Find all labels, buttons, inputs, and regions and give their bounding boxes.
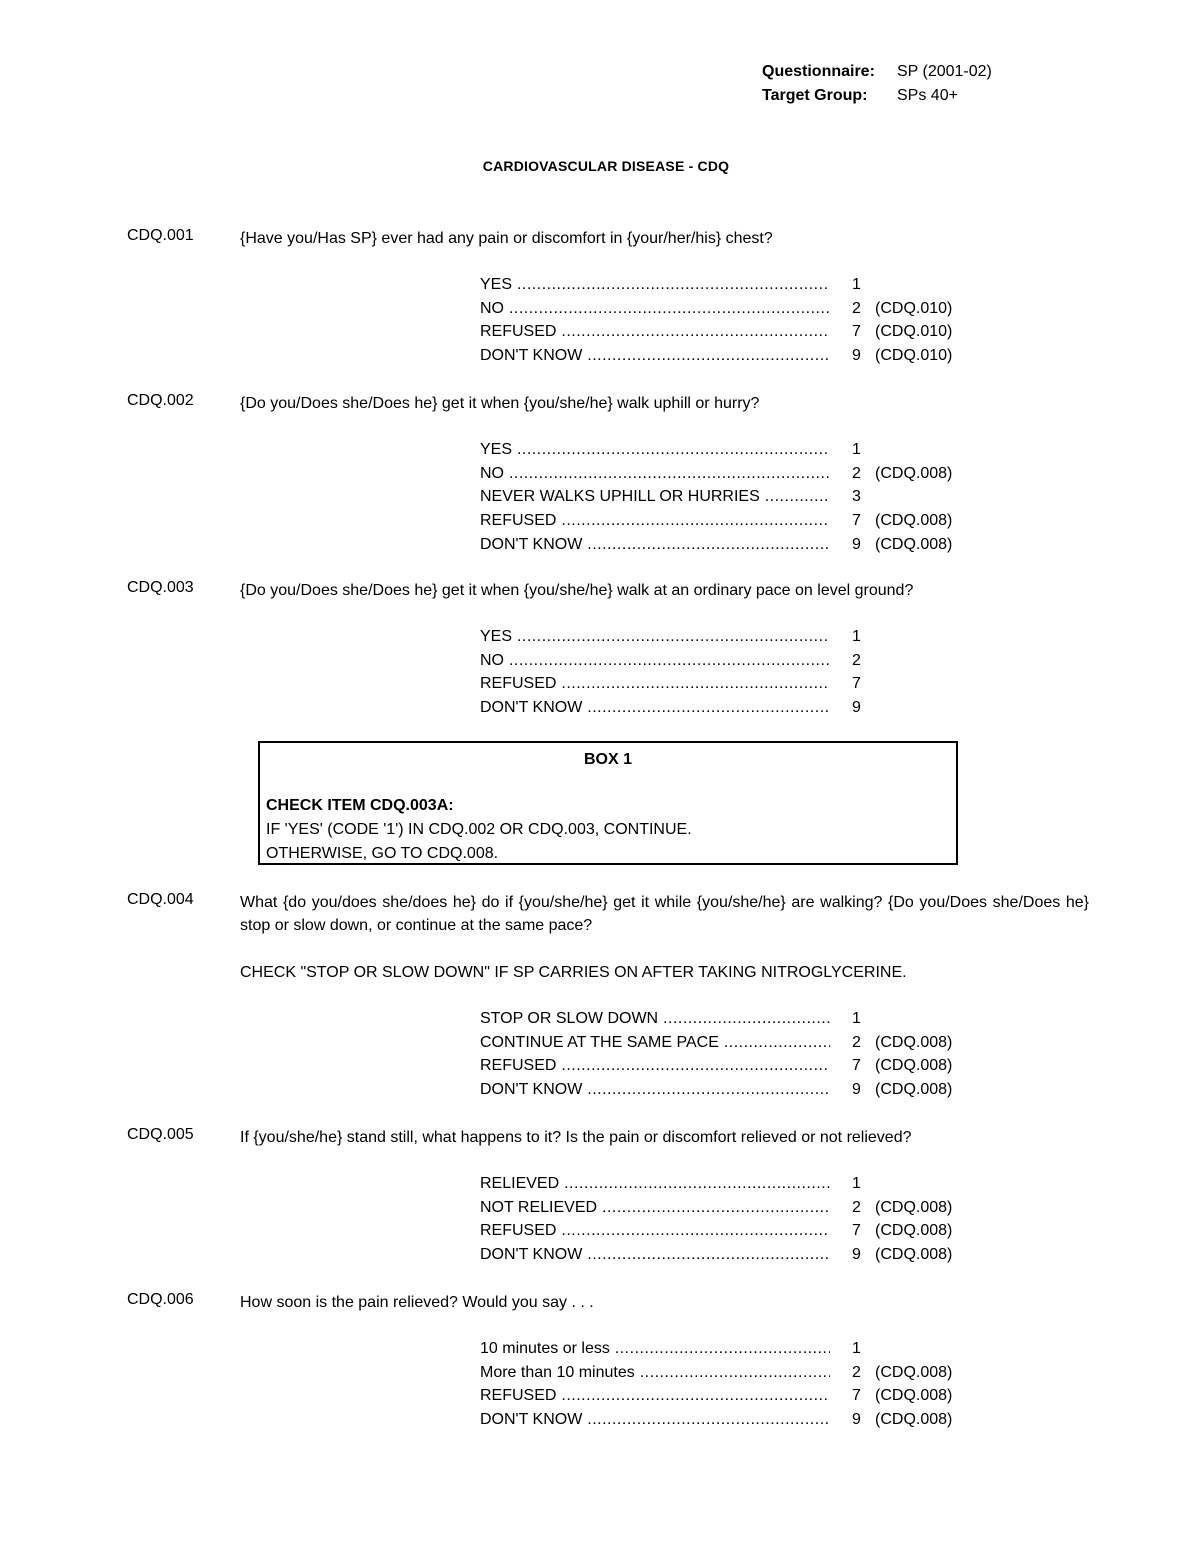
question-cdq-002	[127, 392, 1089, 556]
question-id: CDQ.005	[127, 1126, 194, 1143]
question-cdq-004	[127, 891, 1089, 1102]
option-label: STOP OR SLOW DOWN .....	[480, 1007, 830, 1031]
option-skip: (CDQ.008)	[875, 1246, 953, 1264]
box-body	[266, 794, 956, 866]
answer-options	[480, 1337, 1089, 1432]
answer-option	[480, 297, 1089, 321]
question-text: What {do you/does she/does he} do if {you/she/he} get it while {you/she/he} are walking? {Do you/Does she/Does he} stop or slow down, or continue at the same pace?	[240, 894, 1089, 934]
option-skip: (CDQ.008)	[875, 1081, 953, 1099]
answer-option	[480, 1196, 1089, 1220]
answer-option	[480, 696, 1089, 720]
answer-options	[480, 438, 1089, 556]
answer-option	[480, 273, 1089, 297]
answer-option	[480, 1172, 1089, 1196]
question-id: CDQ.006	[127, 1291, 194, 1308]
option-label: REFUSED .....	[480, 509, 830, 533]
option-skip: (CDQ.010)	[875, 347, 953, 365]
option-skip: (CDQ.008)	[875, 535, 953, 553]
answer-option	[480, 1384, 1089, 1408]
option-skip: (CDQ.008)	[875, 512, 953, 530]
answer-option	[480, 1054, 1089, 1078]
option-label: NO .....	[480, 297, 830, 321]
option-label: CONTINUE AT THE SAME PACE .....	[480, 1031, 830, 1055]
answer-option	[480, 1007, 1089, 1031]
answer-options	[480, 1007, 1089, 1102]
answer-option	[480, 625, 1089, 649]
option-code: 2	[852, 1033, 861, 1051]
answer-options	[480, 625, 1089, 720]
option-label: REFUSED .....	[480, 1219, 830, 1243]
answer-options	[480, 1172, 1089, 1267]
question-text: {Do you/Does she/Does he} get it when {you/she/he} walk at an ordinary pace on level ground?	[240, 582, 914, 599]
option-label: NO .....	[480, 649, 830, 673]
option-label: DON'T KNOW .....	[480, 1243, 830, 1267]
option-code: 7	[852, 1222, 861, 1240]
section-title: CARDIOVASCULAR DISEASE - CDQ	[482, 158, 730, 174]
box-title: BOX 1	[583, 751, 632, 768]
document-header	[762, 60, 992, 108]
answer-option	[480, 1078, 1089, 1102]
question-id: CDQ.002	[127, 392, 194, 409]
option-code: 9	[852, 347, 861, 365]
interviewer-instruction: CHECK "STOP OR SLOW DOWN" IF SP CARRIES ON AFTER TAKING NITROGLYCERINE.	[240, 964, 907, 981]
answer-option	[480, 1337, 1089, 1361]
option-code: 2	[852, 1198, 861, 1216]
question-cdq-005	[127, 1126, 1089, 1267]
option-skip: (CDQ.008)	[875, 1222, 953, 1240]
option-code: 9	[852, 1246, 861, 1264]
question-id: CDQ.003	[127, 579, 194, 596]
option-label: YES .....	[480, 273, 830, 297]
check-item-label: CHECK ITEM CDQ.003A:	[266, 797, 454, 814]
option-code: 2	[852, 464, 861, 482]
option-label: RELIEVED .....	[480, 1172, 830, 1196]
answer-option	[480, 462, 1089, 486]
option-label: More than 10 minutes .....	[480, 1361, 830, 1385]
option-skip: (CDQ.008)	[875, 1363, 953, 1381]
answer-option	[480, 438, 1089, 462]
answer-options	[480, 273, 1089, 368]
option-label: REFUSED .....	[480, 1384, 830, 1408]
option-code: 7	[852, 675, 861, 693]
answer-option	[480, 485, 1089, 509]
option-code: 7	[852, 1387, 861, 1405]
option-code: 9	[852, 699, 861, 717]
option-label: DON'T KNOW .....	[480, 533, 830, 557]
option-code: 9	[852, 1081, 861, 1099]
answer-option	[480, 1219, 1089, 1243]
option-skip: (CDQ.008)	[875, 464, 953, 482]
question-text: If {you/she/he} stand still, what happens to it? Is the pain or discomfort relieved or not relieved?	[240, 1129, 912, 1146]
question-text: {Do you/Does she/Does he} get it when {you/she/he} walk uphill or hurry?	[240, 395, 760, 412]
answer-option	[480, 672, 1089, 696]
target-group-row	[762, 84, 992, 108]
option-label: REFUSED .....	[480, 1054, 830, 1078]
option-label: NO .....	[480, 462, 830, 486]
questionnaire-label: Questionnaire:	[762, 63, 875, 80]
answer-option	[480, 509, 1089, 533]
option-label: DON'T KNOW .....	[480, 696, 830, 720]
target-group-value: SPs 40+	[897, 87, 958, 104]
option-skip: (CDQ.008)	[875, 1198, 953, 1216]
option-code: 1	[852, 628, 861, 645]
answer-option	[480, 533, 1089, 557]
target-group-label: Target Group:	[762, 87, 868, 104]
answer-option	[480, 1361, 1089, 1385]
option-code: 9	[852, 1411, 861, 1429]
option-code: 1	[852, 1010, 861, 1027]
option-code: 1	[852, 276, 861, 293]
question-cdq-003	[127, 579, 1089, 720]
option-code: 2	[852, 651, 861, 669]
option-label: 10 minutes or less .....	[480, 1337, 830, 1361]
option-label: DON'T KNOW .....	[480, 1078, 830, 1102]
option-code: 2	[852, 1363, 861, 1381]
question-cdq-001	[127, 227, 1089, 368]
answer-option	[480, 649, 1089, 673]
answer-option	[480, 344, 1089, 368]
answer-option	[480, 320, 1089, 344]
answer-option	[480, 1243, 1089, 1267]
questionnaire-value: SP (2001-02)	[897, 63, 992, 80]
option-skip: (CDQ.008)	[875, 1387, 953, 1405]
option-label: YES .....	[480, 438, 830, 462]
option-skip: (CDQ.010)	[875, 323, 953, 341]
option-code: 1	[852, 1340, 861, 1357]
answer-option	[480, 1408, 1089, 1432]
option-skip: (CDQ.010)	[875, 299, 953, 317]
option-label: REFUSED .....	[480, 672, 830, 696]
check-item-box	[258, 741, 958, 865]
option-label: DON'T KNOW .....	[480, 344, 830, 368]
option-label: NOT RELIEVED .....	[480, 1196, 830, 1220]
option-code: 3	[852, 488, 861, 506]
questionnaire-row	[762, 60, 992, 84]
question-cdq-006	[127, 1291, 1089, 1432]
option-label: DON'T KNOW .....	[480, 1408, 830, 1432]
option-code: 7	[852, 323, 861, 341]
option-skip: (CDQ.008)	[875, 1033, 953, 1051]
option-code: 2	[852, 299, 861, 317]
question-id: CDQ.001	[127, 227, 194, 244]
option-code: 9	[852, 535, 861, 553]
option-label: YES .....	[480, 625, 830, 649]
option-label: REFUSED .....	[480, 320, 830, 344]
question-id: CDQ.004	[127, 891, 194, 908]
option-label: NEVER WALKS UPHILL OR HURRIES .....	[480, 485, 830, 509]
option-code: 7	[852, 1057, 861, 1075]
option-code: 1	[852, 1175, 861, 1192]
box-instruction-line-2: OTHERWISE, GO TO CDQ.008.	[266, 845, 499, 862]
option-code: 7	[852, 512, 861, 530]
answer-option	[480, 1031, 1089, 1055]
option-skip: (CDQ.008)	[875, 1057, 953, 1075]
box-instruction-line-1: IF 'YES' (CODE '1') IN CDQ.002 OR CDQ.003, CONTINUE.	[266, 821, 692, 838]
question-text: {Have you/Has SP} ever had any pain or discomfort in {your/her/his} chest?	[240, 230, 773, 247]
option-code: 1	[852, 441, 861, 458]
question-text: How soon is the pain relieved? Would you say . . .	[240, 1294, 594, 1311]
option-skip: (CDQ.008)	[875, 1411, 953, 1429]
